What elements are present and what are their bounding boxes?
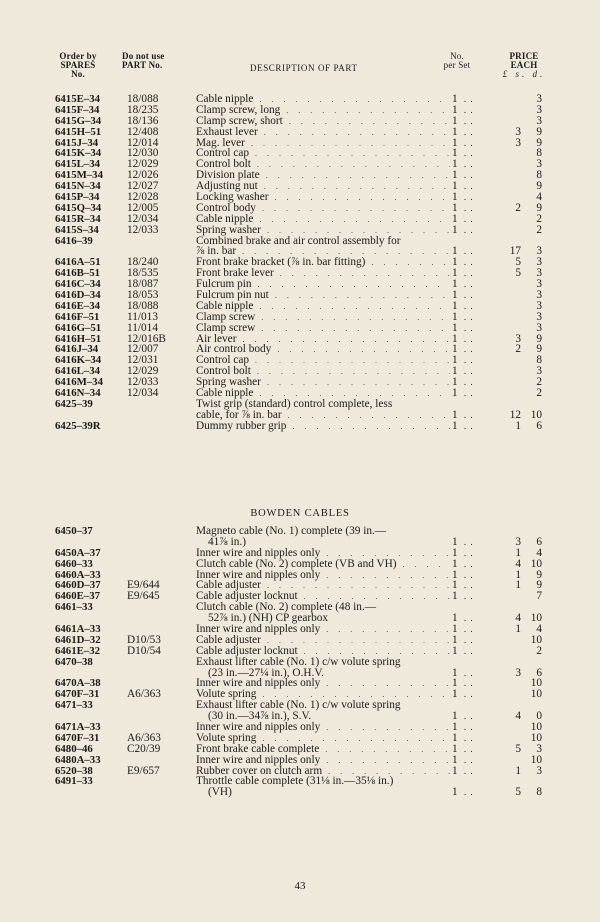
part-number: 12/408 (127, 125, 159, 138)
quantity-per-set: 1 . . (452, 570, 474, 581)
quantity-per-set: 1 . . (452, 181, 474, 192)
quantity-per-set: 1 . . (452, 355, 474, 366)
price-pence: 9 (536, 332, 542, 345)
quantity-per-set: 1 . . (452, 410, 474, 421)
order-number: 6416C–34 (55, 278, 101, 291)
price-pence: 2 (536, 387, 542, 400)
table-row (0, 602, 600, 613)
price-pence: 10 (530, 408, 542, 421)
table-row (0, 700, 600, 711)
quantity-per-set: 1 . . (452, 366, 474, 377)
price-pence: 3 (536, 278, 542, 291)
part-number: 18/535 (127, 267, 159, 280)
quantity-per-set: 1 . . (452, 268, 474, 279)
order-number: 6416G–51 (55, 321, 102, 334)
part-number: E9/644 (127, 579, 160, 592)
header-no-line2: per Set (443, 60, 471, 70)
part-description: Inner wire and nipples only . . . (196, 678, 450, 690)
price-pence: 2 (536, 644, 542, 657)
price-shillings: 1 (515, 623, 521, 636)
price-pence: 6 (536, 666, 542, 679)
part-description: Clamp screw, short . . . (196, 116, 450, 128)
price-shillings: 1 (515, 419, 521, 432)
price-shillings: 5 (515, 267, 521, 280)
quantity-per-set: 1 . . (452, 624, 474, 635)
quantity-per-set: 1 . . (452, 203, 474, 214)
price-pence: 3 (536, 365, 542, 378)
part-description: Exhaust lever . . . (196, 127, 450, 139)
part-description: Magneto cable (No. 1) complete (39 in.— (196, 526, 387, 537)
order-number: 6480–46 (55, 742, 93, 755)
quantity-per-set: 1 . . (452, 613, 474, 624)
quantity-per-set: 1 . . (452, 301, 474, 312)
price-pence: 9 (536, 125, 542, 138)
part-description: Control body . . . (196, 203, 450, 215)
header-price-line2: EACH (510, 60, 538, 70)
part-description: Exhaust lifter cable (No. 1) c/w volute spring (196, 700, 401, 712)
part-description: Rubber cover on clutch arm . . . (196, 766, 450, 778)
part-number: 12/027 (127, 180, 159, 193)
part-description: Fulcrum pin nut . . . (196, 290, 450, 302)
part-description: ⅞ in. bar . . . (196, 246, 450, 258)
part-description: Inner wire and nipples only . . . (196, 722, 450, 734)
price-pence: 6 (536, 419, 542, 432)
order-number: 6450A–37 (55, 546, 101, 559)
quantity-per-set: 1 . . (452, 421, 474, 432)
quantity-per-set: 1 . . (452, 344, 474, 355)
table-row (0, 323, 600, 334)
part-description: Spring washer . . . (196, 225, 450, 237)
price-pence: 4 (536, 546, 542, 559)
price-shillings: 3 (515, 125, 521, 138)
quantity-per-set: 1 . . (452, 214, 474, 225)
price-pence: 3 (536, 299, 542, 312)
part-description: Control cap . . . (196, 148, 450, 160)
price-shillings: 1 (515, 764, 521, 777)
price-pence: 10 (530, 731, 542, 744)
part-description: Control bolt . . . (196, 159, 450, 171)
part-number: 12/031 (127, 354, 159, 367)
price-shillings: 2 (515, 343, 521, 356)
part-description: Cable adjuster locknut . . . (196, 591, 450, 603)
part-description: Front brake lever . . . (196, 268, 450, 280)
table-row (0, 225, 600, 236)
price-shillings: 4 (515, 557, 521, 570)
table-row (0, 559, 600, 570)
part-description: Cable adjuster . . . (196, 580, 450, 592)
part-description: Volute spring . . . (196, 733, 450, 745)
price-pence: 10 (530, 677, 542, 690)
part-description: Inner wire and nipples only . . . (196, 755, 450, 767)
order-number: 6491–33 (55, 775, 93, 788)
price-pence: 6 (536, 535, 542, 548)
price-pence: 10 (530, 557, 542, 570)
order-number: 6415N–34 (55, 180, 101, 193)
table-row (0, 421, 600, 432)
price-shillings: 1 (515, 546, 521, 559)
order-number: 6416–39 (55, 234, 93, 247)
part-description: (VH) (208, 787, 232, 799)
part-description: Clamp screw, long . . . (196, 105, 450, 117)
part-description: (30 in.—34⅞ in.), S.V. (208, 711, 312, 723)
parts-table-bowden-cables (0, 526, 600, 798)
order-number: 6415J–34 (55, 136, 99, 149)
part-description: Mag. lever . . . (196, 138, 450, 150)
part-description: cable, for ⅞ in. bar . . . (196, 410, 450, 422)
quantity-per-set: 1 . . (452, 312, 474, 323)
price-shillings: 1 (515, 579, 521, 592)
price-shillings: 3 (515, 535, 521, 548)
order-number: 6460–33 (55, 557, 93, 570)
quantity-per-set: 1 . . (452, 148, 474, 159)
price-pence: 3 (536, 764, 542, 777)
part-number: 12/028 (127, 191, 159, 204)
quantity-per-set: 1 . . (452, 722, 474, 733)
header-order-by (50, 52, 106, 79)
part-description: (23 in.—27¼ in.), O.H.V. (208, 667, 324, 679)
order-number: 6480A–33 (55, 753, 101, 766)
table-row (0, 787, 600, 798)
price-pence: 10 (530, 612, 542, 625)
quantity-per-set: 1 . . (452, 646, 474, 657)
header-dnu-line2: PART No. (122, 60, 163, 70)
table-row (0, 657, 600, 668)
quantity-per-set: 1 . . (452, 116, 474, 127)
quantity-per-set: 1 . . (452, 192, 474, 203)
part-number: D10/54 (127, 644, 161, 657)
quantity-per-set: 1 . . (452, 733, 474, 744)
order-number: 6415H–51 (55, 125, 102, 138)
price-pence: 3 (536, 256, 542, 269)
part-number: 12/014 (127, 136, 159, 149)
quantity-per-set: 1 . . (452, 94, 474, 105)
quantity-per-set: 1 . . (452, 787, 474, 798)
quantity-per-set: 1 . . (452, 257, 474, 268)
part-description: Exhaust lifter cable (No. 1) c/w volute spring (196, 656, 401, 668)
part-number: 12/034 (127, 212, 159, 225)
quantity-per-set: 1 . . (452, 755, 474, 766)
order-number: 6461A–33 (55, 623, 101, 636)
part-description: Control cap . . . (196, 355, 450, 367)
quantity-per-set: 1 . . (452, 744, 474, 755)
order-number: 6461D–32 (55, 633, 101, 646)
order-number: 6460E–37 (55, 590, 100, 603)
price-pence: 8 (536, 786, 542, 799)
order-number: 6416F–51 (55, 310, 100, 323)
order-number: 6415E–34 (55, 93, 100, 105)
header-no-per-set (432, 52, 482, 70)
part-number: 11/013 (127, 310, 158, 323)
price-shillings: 2 (515, 201, 521, 214)
price-pence: 9 (536, 579, 542, 592)
order-number: 6416E–34 (55, 299, 100, 312)
quantity-per-set: 1 . . (452, 678, 474, 689)
table-row (0, 776, 600, 787)
part-description: Cable adjuster locknut . . . (196, 646, 450, 658)
quantity-per-set: 1 . . (452, 559, 474, 570)
order-number: 6415P–34 (55, 191, 100, 204)
part-description: Throttle cable complete (31⅛ in.—35⅛ in.) (196, 776, 394, 788)
header-price-line1: PRICE (509, 51, 539, 61)
quantity-per-set: 1 . . (452, 323, 474, 334)
part-number: D10/53 (127, 633, 161, 646)
order-number: 6461E–32 (55, 644, 100, 657)
part-number: 18/088 (127, 93, 159, 105)
order-number: 6416A–51 (55, 256, 101, 269)
price-shillings: 1 (515, 568, 521, 581)
part-description: Inner wire and nipples only . . . (196, 570, 450, 582)
part-description: Cable nipple . . . (196, 94, 450, 106)
price-pence: 10 (530, 753, 542, 766)
price-shillings: 3 (515, 666, 521, 679)
part-description: Cable nipple . . . (196, 301, 450, 313)
quantity-per-set: 1 . . (452, 170, 474, 181)
price-pence: 3 (536, 114, 542, 127)
order-number: 6470–38 (55, 655, 93, 668)
quantity-per-set: 1 . . (452, 591, 474, 602)
price-pence: 9 (536, 201, 542, 214)
part-description: Locking washer . . . (196, 192, 450, 204)
quantity-per-set: 1 . . (452, 711, 474, 722)
part-number: 18/235 (127, 103, 159, 116)
quantity-per-set: 1 . . (452, 635, 474, 646)
price-pence: 7 (536, 590, 542, 603)
order-number: 6415F–34 (55, 103, 100, 116)
header-description: DESCRIPTION OF PART (250, 63, 358, 73)
price-pence: 9 (536, 343, 542, 356)
order-number: 6461–33 (55, 601, 93, 614)
order-number: 6425–39R (55, 419, 101, 432)
quantity-per-set: 1 . . (452, 290, 474, 301)
price-pence: 2 (536, 376, 542, 389)
price-pence: 3 (536, 158, 542, 171)
part-description: Twist grip (standard) control complete, less (196, 398, 393, 410)
part-description: Clutch cable (No. 2) complete (VB and VH) . . . (196, 559, 450, 571)
quantity-per-set: 1 . . (452, 766, 474, 777)
part-number: 12/029 (127, 158, 159, 171)
price-pence: 3 (536, 310, 542, 323)
part-description: Fulcrum pin . . . (196, 279, 450, 291)
header-order-line1: Order by (59, 51, 97, 61)
quantity-per-set: 1 . . (452, 580, 474, 591)
part-description: Adjusting nut . . . (196, 181, 450, 193)
price-pence: 8 (536, 169, 542, 182)
part-description: Combined brake and air control assembly for (196, 235, 401, 247)
part-number: 11/014 (127, 321, 158, 334)
part-description: Dummy rubber grip . . . (196, 421, 450, 433)
part-number: 18/087 (127, 278, 159, 291)
price-pence: 10 (530, 721, 542, 734)
part-description: Inner wire and nipples only . . . (196, 548, 450, 560)
part-description: Control bolt . . . (196, 366, 450, 378)
part-description: Inner wire and nipples only . . . (196, 624, 450, 636)
part-number: 18/088 (127, 299, 159, 312)
part-description: Spring washer . . . (196, 377, 450, 389)
price-pence: 0 (536, 710, 542, 723)
parts-table-upper (0, 94, 600, 432)
price-pence: 2 (536, 223, 542, 236)
quantity-per-set: 1 . . (452, 225, 474, 236)
part-description: Front brake bracket (⅞ in. bar fitting) . . . (196, 257, 450, 269)
price-pence: 3 (536, 245, 542, 258)
part-number: 12/007 (127, 343, 159, 356)
order-number: 6425–39 (55, 397, 93, 410)
header-do-not-use (122, 52, 182, 70)
price-shillings: 5 (515, 742, 521, 755)
price-pence: 9 (536, 568, 542, 581)
price-shillings: 5 (515, 786, 521, 799)
part-number: E9/645 (127, 590, 160, 603)
header-price-each (494, 52, 554, 79)
order-number: 6416M–34 (55, 376, 103, 389)
part-description: Cable nipple . . . (196, 388, 450, 400)
order-number: 6415M–34 (55, 169, 103, 182)
order-number: 6415R–34 (55, 212, 101, 225)
order-number: 6470F–31 (55, 731, 100, 744)
order-number: 6471–33 (55, 699, 93, 712)
part-number: A6/363 (127, 688, 161, 701)
part-description: Air lever . . . (196, 334, 450, 346)
quantity-per-set: 1 . . (452, 388, 474, 399)
quantity-per-set: 1 . . (452, 159, 474, 170)
part-number: 12/005 (127, 201, 159, 214)
quantity-per-set: 1 . . (452, 689, 474, 700)
header-price-currency: £ s. d. (502, 69, 546, 79)
order-number: 6415K–34 (55, 147, 102, 160)
price-pence: 3 (536, 742, 542, 755)
order-number: 6460A–33 (55, 568, 101, 581)
part-number: 12/034 (127, 387, 159, 400)
quantity-per-set: 1 . . (452, 548, 474, 559)
price-pence: 8 (536, 354, 542, 367)
page-number: 43 (294, 880, 306, 892)
header-order-line2: SPARES (60, 60, 96, 70)
order-number: 6415S–34 (55, 223, 99, 236)
part-description: Clamp screw . . . (196, 323, 450, 335)
quantity-per-set: 1 . . (452, 668, 474, 679)
price-pence: 3 (536, 321, 542, 334)
order-number: 6450–37 (55, 525, 93, 537)
price-pence: 3 (536, 289, 542, 302)
order-number: 6470A–38 (55, 677, 101, 690)
order-number: 6416L–34 (55, 365, 100, 378)
part-number: 12/029 (127, 365, 159, 378)
price-pence: 3 (536, 103, 542, 116)
order-number: 6415L–34 (55, 158, 100, 171)
order-number: 6470F–31 (55, 688, 100, 701)
quantity-per-set: 1 . . (452, 334, 474, 345)
table-row (0, 755, 600, 766)
order-number: 6416K–34 (55, 354, 102, 367)
quantity-per-set: 1 . . (452, 377, 474, 388)
price-pence: 4 (536, 191, 542, 204)
quantity-per-set: 1 . . (452, 138, 474, 149)
part-description: 41⅞ in.) (208, 536, 246, 548)
section-title: BOWDEN CABLES (250, 508, 350, 519)
order-number: 6416N–34 (55, 387, 101, 400)
header-order-line3: No. (71, 69, 85, 79)
header-dnu-line1: Do not use (122, 51, 165, 61)
price-pence: 8 (536, 147, 542, 160)
order-number: 6416H–51 (55, 332, 102, 345)
order-number: 6415Q–34 (55, 201, 102, 214)
price-shillings: 3 (515, 136, 521, 149)
price-shillings: 3 (515, 332, 521, 345)
order-number: 6416J–34 (55, 343, 99, 356)
part-number: C20/39 (127, 742, 161, 755)
price-shillings: 5 (515, 256, 521, 269)
order-number: 6460D–37 (55, 579, 101, 592)
part-description: Cable adjuster . . . (196, 635, 450, 647)
part-number: 12/026 (127, 169, 159, 182)
price-pence: 3 (536, 267, 542, 280)
part-number: 18/240 (127, 256, 159, 269)
price-shillings: 12 (509, 408, 521, 421)
part-number: 12/033 (127, 376, 159, 389)
part-description: Clamp screw . . . (196, 312, 450, 324)
part-number: 12/016B (127, 332, 166, 345)
part-number: E9/657 (127, 764, 160, 777)
price-pence: 4 (536, 623, 542, 636)
order-number: 6416B–51 (55, 267, 100, 280)
quantity-per-set: 1 . . (452, 279, 474, 290)
header-no-line1: No. (450, 51, 464, 61)
part-description: Division plate . . . (196, 170, 450, 182)
part-number: 18/053 (127, 289, 159, 302)
part-description: Front brake cable complete . . . (196, 744, 450, 756)
quantity-per-set: 1 . . (452, 127, 474, 138)
table-row (0, 526, 600, 537)
part-description: Clutch cable (No. 2) complete (48 in.— (196, 602, 377, 614)
part-number: 12/033 (127, 223, 159, 236)
part-description: Cable nipple . . . (196, 214, 450, 226)
part-number: 18/136 (127, 114, 159, 127)
price-pence: 10 (530, 633, 542, 646)
quantity-per-set: 1 . . (452, 246, 474, 257)
price-pence: 2 (536, 212, 542, 225)
part-number: A6/363 (127, 731, 161, 744)
table-row (0, 127, 600, 138)
quantity-per-set: 1 . . (452, 537, 474, 548)
order-number: 6416D–34 (55, 289, 101, 302)
price-pence: 9 (536, 136, 542, 149)
price-shillings: 17 (509, 245, 521, 258)
part-description: Volute spring . . . (196, 689, 450, 701)
price-pence: 9 (536, 180, 542, 193)
price-shillings: 4 (515, 612, 521, 625)
order-number: 6415G–34 (55, 114, 102, 127)
part-description: Air control body . . . (196, 344, 450, 356)
part-description: 52⅞ in.) (NH) CP gearbox (208, 613, 329, 625)
price-pence: 10 (530, 688, 542, 701)
quantity-per-set: 1 . . (452, 105, 474, 116)
order-number: 6520–38 (55, 764, 93, 777)
order-number: 6471A–33 (55, 721, 101, 734)
price-shillings: 4 (515, 710, 521, 723)
part-number: 12/030 (127, 147, 159, 160)
price-pence: 3 (536, 93, 542, 105)
